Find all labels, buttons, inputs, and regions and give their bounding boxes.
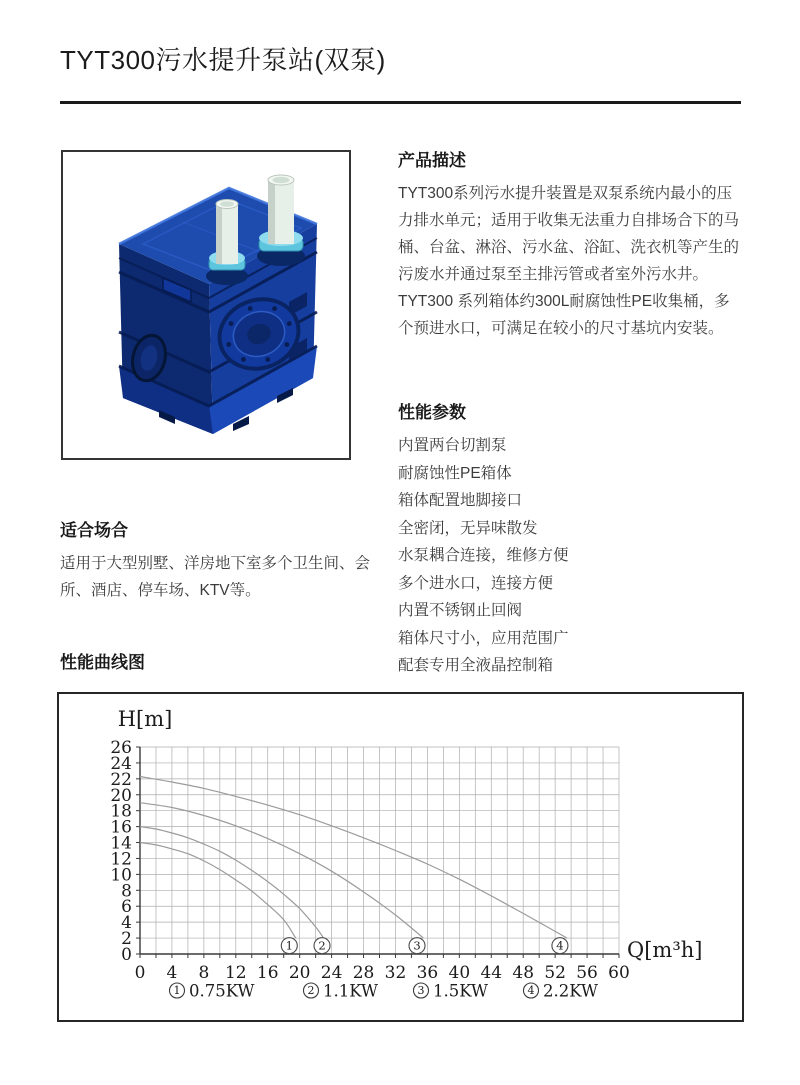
chart-legend: [170, 982, 598, 1001]
x-tick-label: 56: [576, 963, 598, 983]
parameter-item: 多个进水口，连接方便: [398, 574, 554, 592]
chart-grid: [140, 747, 619, 954]
x-tick-label: 20: [288, 963, 311, 983]
y-tick-label: 6: [121, 897, 132, 918]
parameter-item: 全密闭，无异味散发: [398, 519, 538, 537]
y-tick-label: 12: [110, 849, 132, 870]
legend-item-2.2kw: [524, 982, 598, 1001]
x-tick-label: 8: [198, 963, 210, 983]
legend-item-0.75kw: [170, 982, 255, 1001]
performance-curve-chart: [59, 694, 742, 1020]
x-tick-label: 44: [480, 963, 503, 983]
x-tick-label: 16: [256, 963, 279, 983]
product-image: [63, 152, 349, 458]
y-tick-label: 24: [110, 753, 132, 774]
section-parameters: [398, 398, 744, 680]
legend-label: 2.2KW: [543, 981, 598, 1001]
x-tick-label: 28: [352, 963, 375, 983]
curve-marker-4: [552, 938, 568, 954]
parameter-item: 内置两台切割泵: [398, 437, 507, 454]
description-paragraphs: [398, 180, 744, 342]
x-tick-label: 4: [166, 963, 178, 983]
performance-chart-frame: [57, 692, 744, 1022]
x-tick-labels: [135, 963, 630, 983]
x-tick-label: 40: [448, 963, 471, 983]
section-description: [398, 146, 744, 342]
parameter-item: 箱体配置地脚接口: [398, 492, 523, 509]
y-tick-label: 18: [110, 801, 132, 822]
legend-label: 0.75KW: [189, 981, 255, 1001]
parameter-item: 箱体尺寸小，应用范围广: [398, 629, 569, 647]
y-tick-label: 8: [121, 881, 132, 902]
curve-marker-3: [409, 938, 425, 954]
legend-label: 1.5KW: [433, 981, 488, 1001]
legend-label: 1.1KW: [323, 981, 378, 1001]
y-tick-label: 0: [121, 945, 132, 965]
y-tick-label: 22: [110, 769, 132, 790]
section-heading-parameters: 性能参数: [398, 403, 466, 422]
x-tick-label: 0: [134, 963, 146, 983]
legend-item-1.5kw: [414, 982, 488, 1001]
parameter-item: 水泵耦合连接，维修方便: [398, 547, 569, 564]
title-divider: [60, 101, 741, 104]
y-tick-label: 20: [110, 785, 132, 806]
y-tick-label: 4: [121, 913, 132, 934]
x-tick-label: 12: [224, 963, 247, 983]
curve-marker-digit: 1: [285, 938, 293, 953]
section-occasions: [60, 516, 396, 604]
parameter-item: 配套专用全液晶控制箱: [398, 657, 554, 674]
legend-symbol: 2: [307, 984, 315, 998]
description-paragraph: TYT300系列污水提升装置是双泵系统内最小的压力排水单元；适用于收集无法重力自排场合下的马桶、台盆、淋浴、污水盆、浴缸、洗衣机等产生的污废水并通过泵至主排污管或者室外污水井。: [398, 185, 740, 283]
y-tick-labels: [110, 738, 132, 965]
description-paragraph: TYT300 系列箱体约300L耐腐蚀性PE收集桶，多个预进水口，可满足在较小的尺寸基坑内安装。: [398, 293, 730, 337]
legend-symbol: 4: [527, 984, 535, 998]
x-tick-label: 36: [416, 963, 439, 983]
x-tick-label: 48: [512, 963, 535, 983]
x-axis-title: Q[m³h]: [627, 938, 703, 962]
section-heading-description: 产品描述: [398, 151, 466, 170]
y-tick-label: 26: [110, 738, 132, 758]
product-image-frame: [61, 150, 351, 460]
y-tick-label: 14: [110, 833, 132, 854]
legend-symbol: 1: [173, 984, 181, 998]
x-tick-label: 52: [544, 963, 566, 983]
curve-1.1kw: [140, 827, 324, 939]
x-tick-label: 32: [384, 963, 407, 983]
parameter-list: [398, 432, 744, 680]
curve-marker-digit: 4: [556, 938, 564, 953]
section-heading-occasions: 适合场合: [60, 521, 128, 540]
curve-marker-digit: 3: [413, 938, 421, 953]
curve-marker-1: [281, 938, 297, 954]
y-tick-label: 10: [110, 865, 132, 886]
occasions-text: 适用于大型别墅、洋房地下室多个卫生间、会所、酒店、停车场、KTV等。: [60, 555, 371, 599]
curve-marker-digit: 2: [318, 938, 326, 953]
y-tick-label: 16: [110, 817, 132, 838]
parameter-item: 耐腐蚀性PE箱体: [398, 464, 512, 482]
legend-symbol: 3: [417, 984, 425, 998]
parameter-item: 内置不锈钢止回阀: [398, 602, 523, 619]
x-tick-label: 60: [608, 963, 630, 983]
legend-item-1.1kw: [304, 982, 378, 1001]
curve-marker-2: [314, 938, 330, 954]
x-tick-label: 24: [320, 963, 343, 983]
pump-station-illustration: [119, 175, 317, 434]
page-title: TYT300污水提升泵站(双泵): [60, 45, 386, 75]
y-axis-title: H[m]: [117, 707, 173, 731]
y-tick-label: 2: [121, 929, 132, 950]
section-heading-curve: 性能曲线图: [60, 653, 145, 672]
